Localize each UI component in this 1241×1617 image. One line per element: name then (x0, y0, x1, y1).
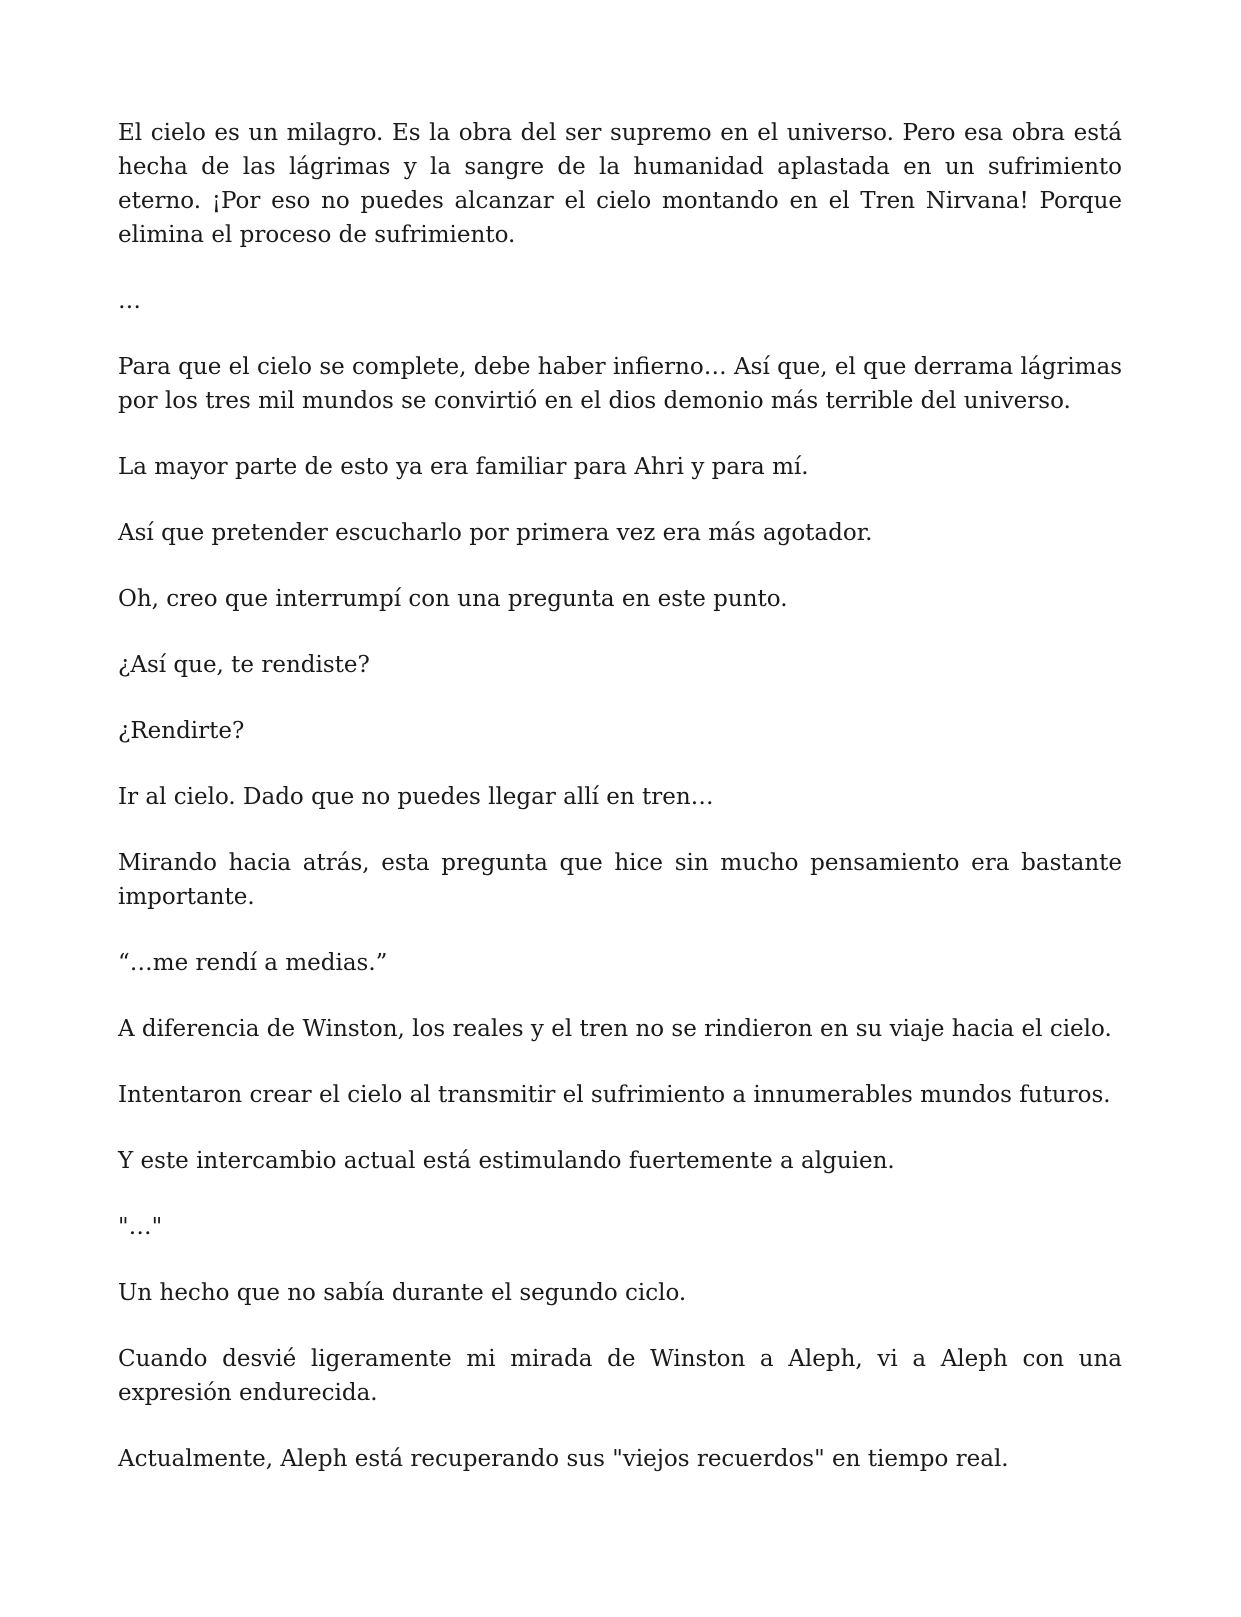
paragraph: Para que el cielo se complete, debe haber infierno… Así que, el que derrama lágrimas por los tres mil mundos se convirtió en el dios demonio más terrible del universo. (118, 354, 1122, 414)
paragraph: Un hecho que no sabía durante el segundo ciclo. (118, 1280, 687, 1306)
paragraph: Intentaron crear el cielo al transmitir el sufrimiento a innumerables mundos futuros. (118, 1082, 1111, 1108)
paragraph: Y este intercambio actual está estimulando fuertemente a alguien. (118, 1148, 895, 1174)
paragraph: A diferencia de Winston, los reales y el tren no se rindieron en su viaje hacia el cielo. (118, 1016, 1112, 1042)
paragraph: El cielo es un milagro. Es la obra del ser supremo en el universo. Pero esa obra está hecha de las lágrimas y la sangre de la humanidad aplastada en un sufrimiento eterno. ¡Por eso no puedes alcanzar el cielo montando en el Tren Nirvana! Porque elimina el proceso de sufrimiento. (118, 120, 1122, 248)
paragraph: ¿Así que, te rendiste? (118, 652, 370, 678)
paragraph: Mirando hacia atrás, esta pregunta que hice sin mucho pensamiento era bastante importante. (118, 850, 1122, 910)
paragraph: ¿Rendirte? (118, 718, 245, 744)
paragraph: Ir al cielo. Dado que no puedes llegar allí en tren… (118, 784, 714, 810)
paragraph: “…me rendí a medias.” (118, 950, 388, 976)
paragraph: La mayor parte de esto ya era familiar para Ahri y para mí. (118, 454, 809, 480)
paragraph: Actualmente, Aleph está recuperando sus "viejos recuerdos" en tiempo real. (118, 1446, 1009, 1472)
paragraph: "…" (118, 1214, 163, 1240)
paragraph: Cuando desvié ligeramente mi mirada de Winston a Aleph, vi a Aleph con una expresión endurecida. (118, 1346, 1122, 1406)
paragraph: Así que pretender escucharlo por primera vez era más agotador. (118, 520, 873, 546)
document-body (118, 116, 1122, 1508)
paragraph: Oh, creo que interrumpí con una pregunta en este punto. (118, 586, 788, 612)
paragraph: … (118, 288, 141, 314)
